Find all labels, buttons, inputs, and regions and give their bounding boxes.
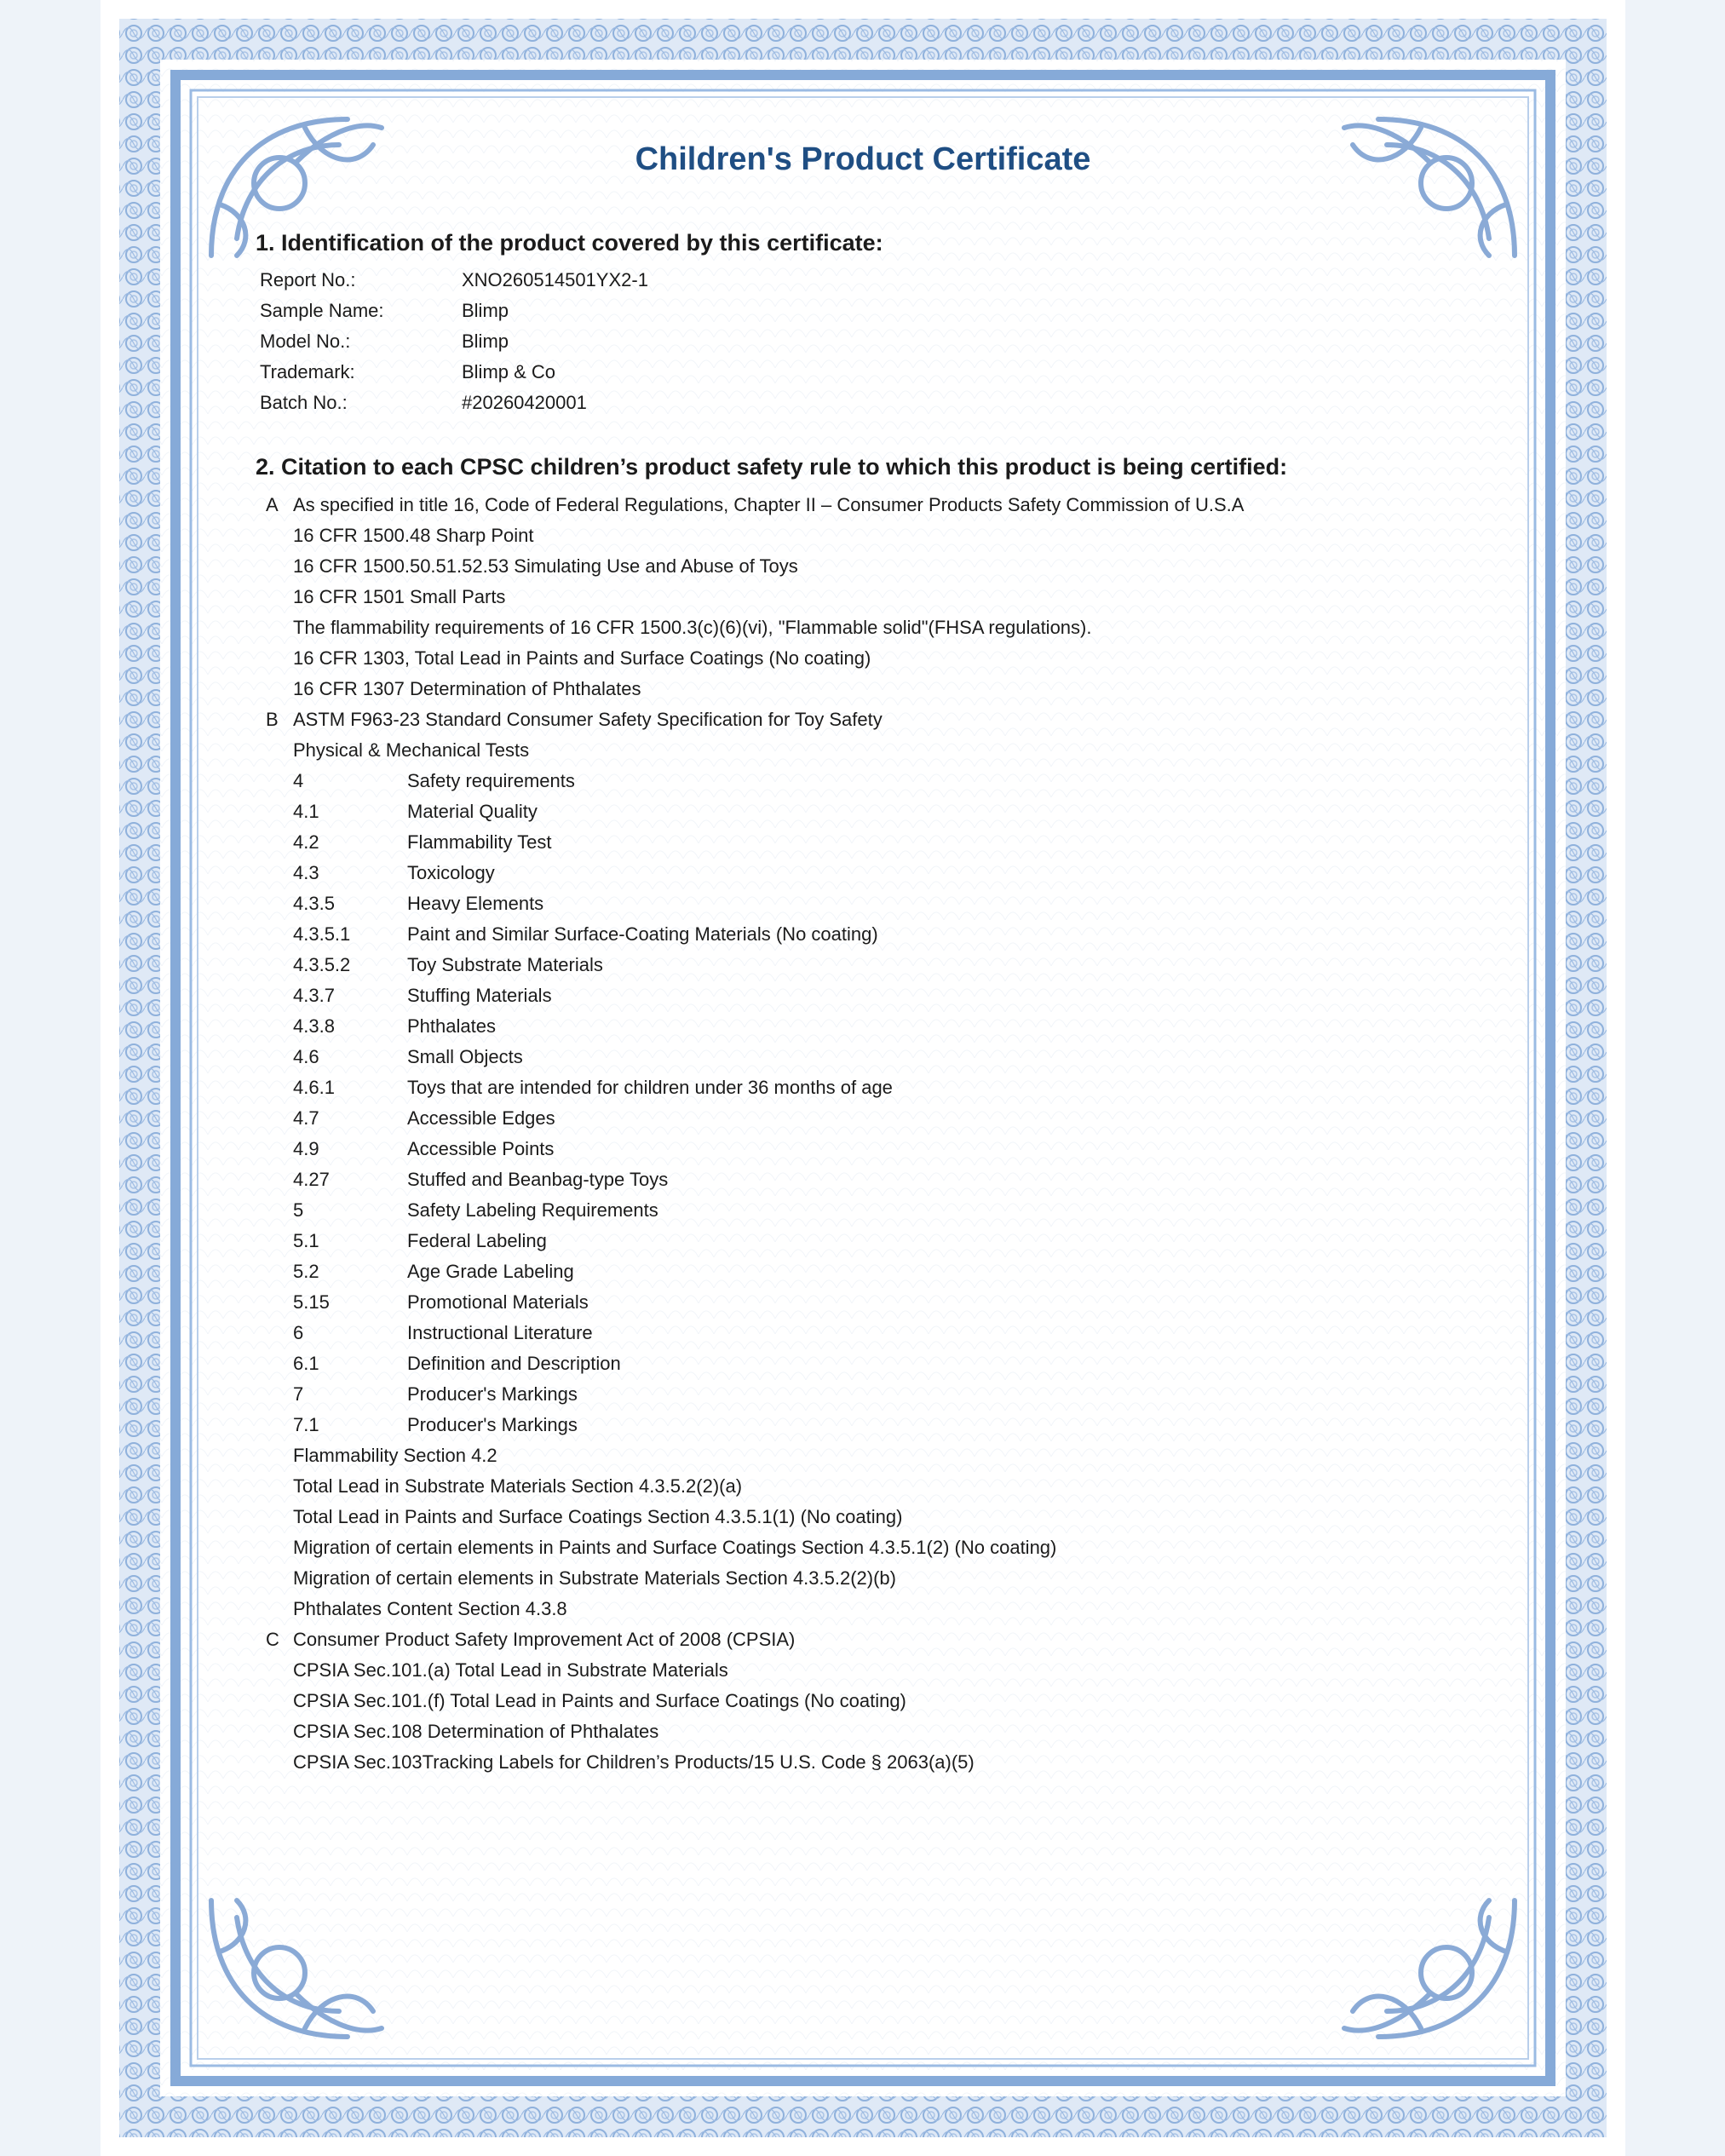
rule-text: Migration of certain elements in Substrate Materials Section 4.3.5.2(2)(b) bbox=[293, 1567, 896, 1589]
clause-description: Toxicology bbox=[407, 862, 495, 883]
clause-number: 5.1 bbox=[293, 1230, 319, 1251]
rule-text: Physical & Mechanical Tests bbox=[293, 739, 530, 761]
clause-number: 4.3.8 bbox=[293, 1015, 335, 1037]
clause-description: Safety requirements bbox=[407, 770, 575, 791]
rule-text: 16 CFR 1501 Small Parts bbox=[293, 586, 506, 607]
field-value: Blimp bbox=[462, 331, 509, 352]
clause-description: Definition and Description bbox=[407, 1353, 621, 1374]
clause-description: Safety Labeling Requirements bbox=[407, 1199, 658, 1221]
clause-number: 4.2 bbox=[293, 831, 319, 853]
rule-text: Total Lead in Substrate Materials Section 4.3.5.2(2)(a) bbox=[293, 1475, 743, 1497]
clause-description: Heavy Elements bbox=[407, 893, 544, 914]
field-value: #20260420001 bbox=[462, 392, 587, 413]
rule-letter: C bbox=[266, 1629, 279, 1650]
clause-number: 4.3.5.1 bbox=[293, 923, 351, 945]
clause-number: 4.6 bbox=[293, 1046, 319, 1067]
field-label: Report No.: bbox=[260, 269, 356, 290]
certificate-page bbox=[101, 0, 1625, 2156]
clause-number: 4.27 bbox=[293, 1169, 330, 1190]
clause-number: 6 bbox=[293, 1322, 304, 1343]
clause-number: 7 bbox=[293, 1383, 304, 1405]
rule-text: CPSIA Sec.101.(f) Total Lead in Paints and Surface Coatings (No coating) bbox=[293, 1690, 906, 1711]
clause-number: 6.1 bbox=[293, 1353, 319, 1374]
clause-description: Material Quality bbox=[407, 801, 538, 822]
field-label: Sample Name: bbox=[260, 300, 384, 321]
rule-letter: A bbox=[266, 494, 279, 515]
rule-text: ASTM F963-23 Standard Consumer Safety Specification for Toy Safety bbox=[293, 709, 883, 730]
section-2-heading: 2. Citation to each CPSC children’s product safety rule to which this product is being certified: bbox=[256, 454, 1288, 480]
rule-text: CPSIA Sec.101.(a) Total Lead in Substrate Materials bbox=[293, 1659, 728, 1681]
clause-number: 4.3.7 bbox=[293, 985, 335, 1006]
clause-number: 4.6.1 bbox=[293, 1077, 335, 1098]
clause-description: Age Grade Labeling bbox=[407, 1261, 574, 1282]
certificate-content bbox=[101, 0, 1625, 2156]
rule-text: 16 CFR 1307 Determination of Phthalates bbox=[293, 678, 641, 699]
clause-description: Toys that are intended for children under 36 months of age bbox=[407, 1077, 893, 1098]
clause-number: 4.7 bbox=[293, 1107, 319, 1129]
clause-description: Instructional Literature bbox=[407, 1322, 593, 1343]
clause-description: Stuffed and Beanbag-type Toys bbox=[407, 1169, 669, 1190]
rule-text: CPSIA Sec.108 Determination of Phthalates bbox=[293, 1721, 659, 1742]
rule-text: Phthalates Content Section 4.3.8 bbox=[293, 1598, 567, 1619]
field-label: Model No.: bbox=[260, 331, 351, 352]
clause-number: 4.3.5.2 bbox=[293, 954, 351, 975]
rule-text: Migration of certain elements in Paints and Surface Coatings Section 4.3.5.1(2) (No coating) bbox=[293, 1537, 1057, 1558]
certificate-title: Children's Product Certificate bbox=[635, 141, 1091, 177]
clause-description: Phthalates bbox=[407, 1015, 496, 1037]
clause-description: Promotional Materials bbox=[407, 1291, 589, 1313]
clause-number: 5.2 bbox=[293, 1261, 319, 1282]
rule-text: 16 CFR 1303, Total Lead in Paints and Surface Coatings (No coating) bbox=[293, 647, 871, 669]
rule-text: Flammability Section 4.2 bbox=[293, 1445, 497, 1466]
clause-number: 4.3 bbox=[293, 862, 319, 883]
field-label: Trademark: bbox=[260, 361, 355, 382]
rule-text: CPSIA Sec.103Tracking Labels for Children’s Products/15 U.S. Code § 2063(a)(5) bbox=[293, 1751, 975, 1773]
field-value: Blimp & Co bbox=[462, 361, 556, 382]
rule-text: The flammability requirements of 16 CFR 1500.3(c)(6)(vi), "Flammable solid"(FHSA regulations). bbox=[293, 617, 1092, 638]
clause-description: Flammability Test bbox=[407, 831, 552, 853]
clause-number: 4.3.5 bbox=[293, 893, 335, 914]
clause-number: 4.1 bbox=[293, 801, 319, 822]
rule-text: As specified in title 16, Code of Federal Regulations, Chapter II – Consumer Products Safety Commission of U.S.A bbox=[293, 494, 1245, 515]
section-1-heading: 1. Identification of the product covered by this certificate: bbox=[256, 230, 883, 256]
clause-number: 4 bbox=[293, 770, 304, 791]
clause-description: Producer's Markings bbox=[407, 1383, 578, 1405]
field-value: Blimp bbox=[462, 300, 509, 321]
rule-text: 16 CFR 1500.50.51.52.53 Simulating Use and Abuse of Toys bbox=[293, 555, 798, 577]
clause-description: Accessible Points bbox=[407, 1138, 555, 1159]
clause-description: Toy Substrate Materials bbox=[407, 954, 603, 975]
certificate bbox=[101, 0, 1625, 2156]
field-value: XNO260514501YX2-1 bbox=[462, 269, 648, 290]
rule-text: Total Lead in Paints and Surface Coatings Section 4.3.5.1(1) (No coating) bbox=[293, 1506, 903, 1527]
clause-description: Small Objects bbox=[407, 1046, 523, 1067]
clause-description: Producer's Markings bbox=[407, 1414, 578, 1435]
field-label: Batch No.: bbox=[260, 392, 348, 413]
rule-text: Consumer Product Safety Improvement Act of 2008 (CPSIA) bbox=[293, 1629, 796, 1650]
rule-letter: B bbox=[266, 709, 279, 730]
clause-number: 7.1 bbox=[293, 1414, 319, 1435]
clause-number: 5.15 bbox=[293, 1291, 330, 1313]
clause-description: Stuffing Materials bbox=[407, 985, 552, 1006]
clause-description: Accessible Edges bbox=[407, 1107, 555, 1129]
clause-number: 5 bbox=[293, 1199, 304, 1221]
rule-text: 16 CFR 1500.48 Sharp Point bbox=[293, 525, 534, 546]
clause-number: 4.9 bbox=[293, 1138, 319, 1159]
clause-description: Paint and Similar Surface-Coating Materials (No coating) bbox=[407, 923, 878, 945]
clause-description: Federal Labeling bbox=[407, 1230, 547, 1251]
